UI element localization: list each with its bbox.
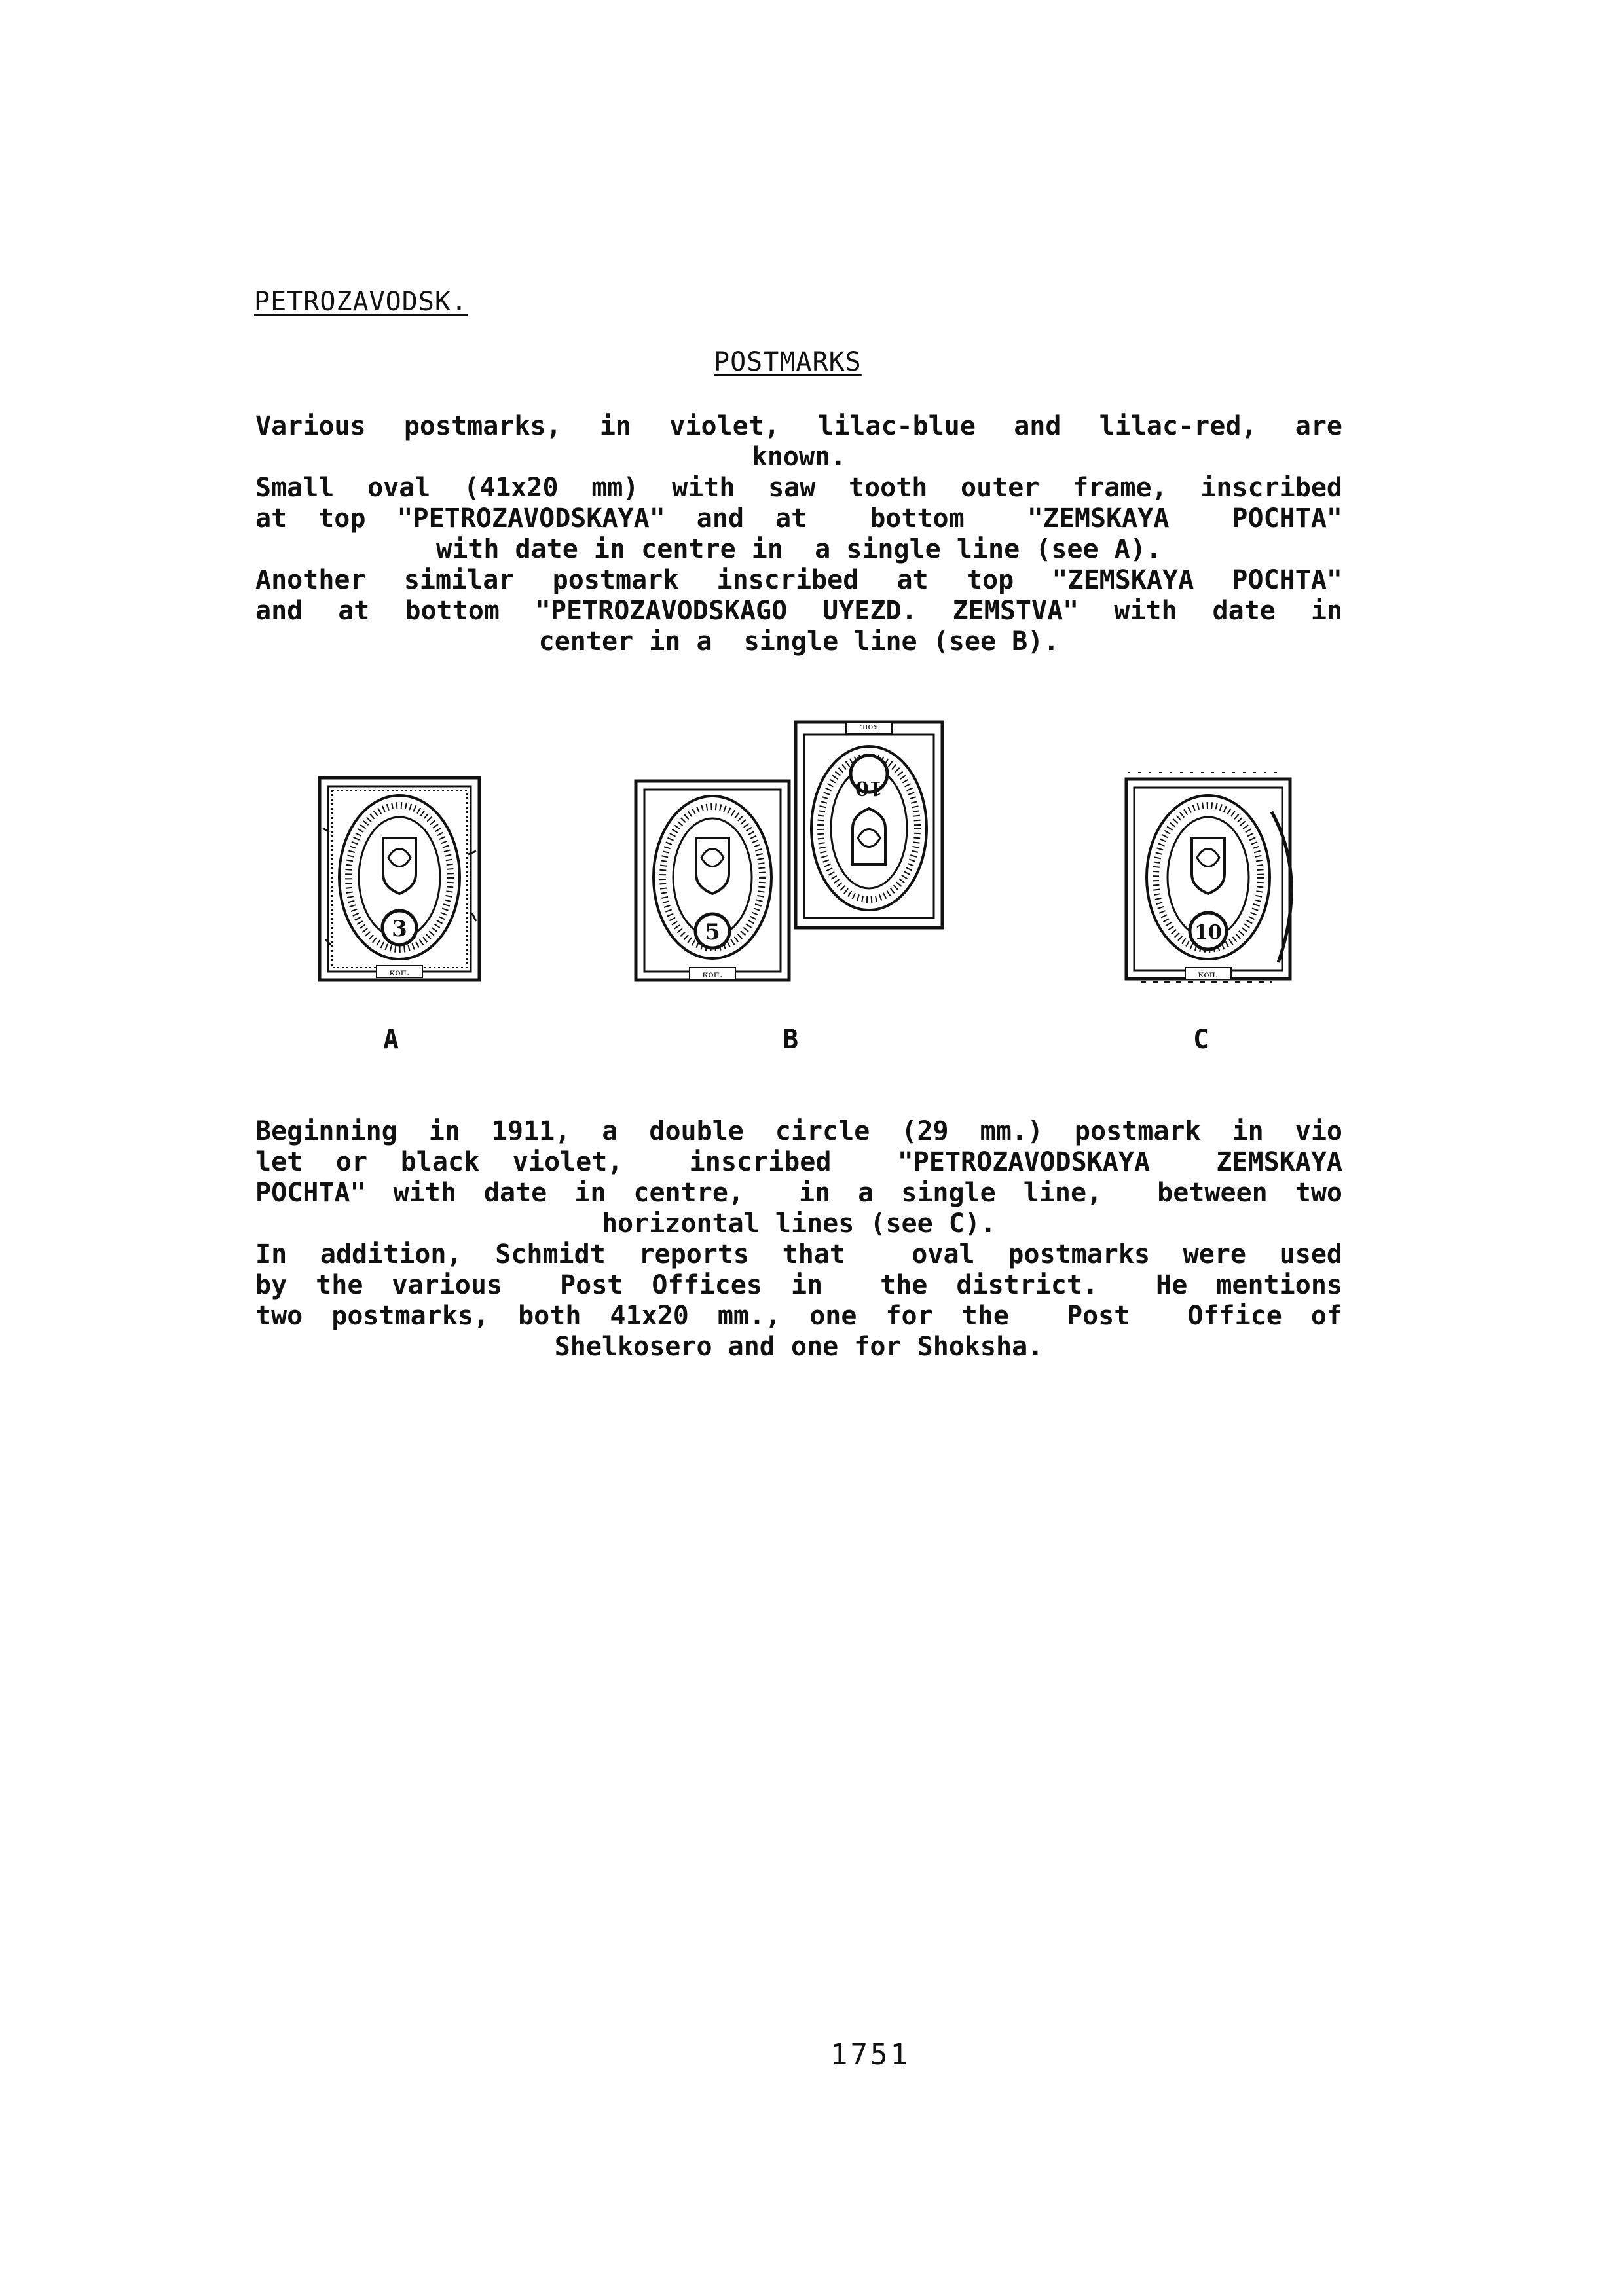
stamp-value: 5 bbox=[705, 919, 720, 945]
text-line: horizontal lines (see C). bbox=[601, 1209, 997, 1239]
stamp-value: 10 bbox=[855, 776, 883, 799]
stamp-value: 10 bbox=[1194, 921, 1222, 944]
text-line: with date in centre in a single line (see A). bbox=[436, 534, 1162, 564]
stamp-value: 3 bbox=[392, 916, 407, 942]
text-line: Shelkosero and one for Shoksha. bbox=[554, 1332, 1044, 1362]
text-line: POCHTA" with date in centre, in a single line, between two bbox=[255, 1178, 1342, 1208]
unit-text: коп. bbox=[702, 970, 723, 980]
stamp-image-b bbox=[634, 779, 791, 982]
paragraph-double-circle-postmark bbox=[255, 1116, 1342, 1362]
page-number: 1751 bbox=[830, 2038, 910, 2071]
text-line: two postmarks, both 41x20 mm., one for the Post Office of bbox=[255, 1301, 1342, 1331]
text-line: at top "PETROZAVODSKAYA" and at bottom "ZEMSKAYA POCHTA" bbox=[255, 503, 1342, 534]
text-line: Small oval (41x20 mm) with saw tooth outer frame, inscribed bbox=[255, 473, 1342, 503]
unit-text: коп. bbox=[389, 968, 410, 978]
text-line: and at bottom "PETROZAVODSKAGO UYEZD. ZEMSTVA" with date in bbox=[255, 596, 1342, 626]
text-line: known. bbox=[751, 442, 847, 472]
figure-caption-a: A bbox=[383, 1025, 399, 1055]
text-line: In addition, Schmidt reports that oval postmarks were used bbox=[255, 1239, 1342, 1269]
figure-caption-c: C bbox=[1193, 1025, 1209, 1055]
postmarks-heading: POSTMARKS bbox=[714, 347, 862, 377]
text-line: Various postmarks, in violet, lilac-blue and lilac-red, are bbox=[255, 411, 1342, 441]
figure-caption-b: B bbox=[783, 1025, 799, 1055]
text-line: by the various Post Offices in the district. He mentions bbox=[255, 1270, 1342, 1300]
unit-text: коп. bbox=[859, 722, 879, 732]
unit-text: коп. bbox=[1198, 970, 1219, 980]
section-title: PETROZAVODSK. bbox=[254, 287, 468, 317]
stamp-image-c bbox=[1121, 759, 1298, 985]
stamp-image-b-second bbox=[794, 720, 944, 930]
text-line: Another similar postmark inscribed at top "ZEMSKAYA POCHTA" bbox=[255, 565, 1342, 595]
paragraph-postmarks-intro bbox=[255, 411, 1342, 657]
stamp-image-a bbox=[318, 776, 481, 982]
text-line: let or black violet, inscribed "PETROZAVODSKAYA ZEMSKAYA bbox=[255, 1147, 1342, 1177]
text-line: center in a single line (see B). bbox=[538, 627, 1060, 657]
text-line: Beginning in 1911, a double circle (29 mm.) postmark in vio bbox=[255, 1116, 1342, 1146]
